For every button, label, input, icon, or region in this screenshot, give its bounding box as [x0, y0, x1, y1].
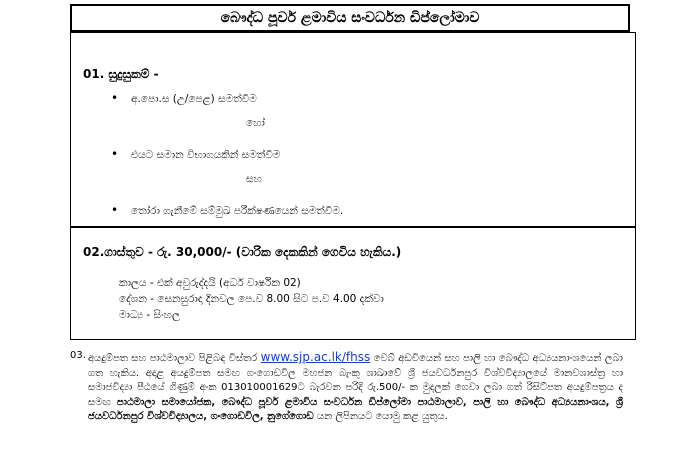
qualifications-heading: 01. සුදුසුකම් - [83, 67, 159, 81]
conjunction-or: හෝ [246, 117, 265, 129]
address-text: පාඨමාලා සමායෝජක, බෞද්ධ පූර්ව ළමාවිය සංවර්ධන ඩිප්ලෝමා පාඨමාලාව, පාලි හා බෞද්ධ අධ්‍යයනාංශය, ශ්‍රී ජයවර්ධනපුර විශ්වවිද්‍යාලය, ගංගොඩවිල, නුගේගොඩ [88, 396, 624, 423]
bullet-icon: • [111, 91, 119, 105]
note-number: 03. [70, 350, 86, 361]
medium-row: මාධ්‍ය - සිංහල [119, 309, 180, 321]
bullet-icon: • [111, 203, 119, 217]
application-note: අයදුම්පත සහ පාඨමාලාව පිළිබඳ විස්තර www.sjp.ac.lk/fhss වෙබ් අඩවියෙන් සහ පාලි හා බෞද්ධ අධ්‍යයනාංශයෙන් ලබා ගත හැකිය. අදාළ අයදුම්පත සමඟ ගංගොඩවිල මහජන බැංකු ශාඛාවේ ශ්‍රී ජයවර්ධනපුර විශ්වවිද්‍යාලයේ මානවශාස්ත්‍ර හා සමාජවිද්‍යා පීඨයේ ගිණුම් අංක 013010001629ට බැරවන පරිදි රු.500/- ක මුදලක් ගෙවා ලබා ගත් රිසිට්පත අයදුම්පත්‍රය ද සමඟ පාඨමාලා සමායෝජක, බෞද්ධ පූර්ව ළමාවිය සංවර්ධන ඩිප්ලෝමා පාඨමාලාව, පාලි හා බෞද්ධ අධ්‍යයනාංශය, ශ්‍රී ජයවර්ධනපුර විශ්වවිද්‍යාලය, ගංගොඩවිල, නුගේගොඩ යන ලිපිනයට යොමු කළ යුතුය. [88, 350, 624, 423]
section-divider [71, 226, 635, 228]
info-box [70, 32, 636, 340]
page-title: බෞද්ධ පූර්ව ළමාවිය සංවර්ධන ඩිප්ලෝමාව [70, 4, 630, 32]
duration-row: කාලය - එක් අවුරුද්දයි (අර්ධ වාර්ෂික 02) [119, 277, 301, 289]
bullet-icon: • [111, 147, 119, 161]
conjunction-and: සහ [246, 173, 262, 185]
list-item: • එයට සමාන විභාගයකින් සමත්වීම [111, 147, 281, 161]
fee-heading: 02.ගාස්තුව - රු. 30,000/- (වාරික දෙකකින් ගෙවිය හැකිය.) [83, 245, 402, 259]
website-link[interactable]: www.sjp.ac.lk/fhss [260, 350, 371, 364]
list-item: • තෝරා ගැනීමේ සම්මුඛ පරීක්ෂණයෙන් සමත්වීම. [111, 203, 344, 217]
list-item: • අ.පො.ස (උ/පෙළ) සමත්වීම [111, 91, 257, 105]
lectures-row: දේශන - සෙනසුරාදා දිනවල පෙ.ව 8.00 සිට ප.ව 4.00 දක්වා [119, 293, 384, 305]
